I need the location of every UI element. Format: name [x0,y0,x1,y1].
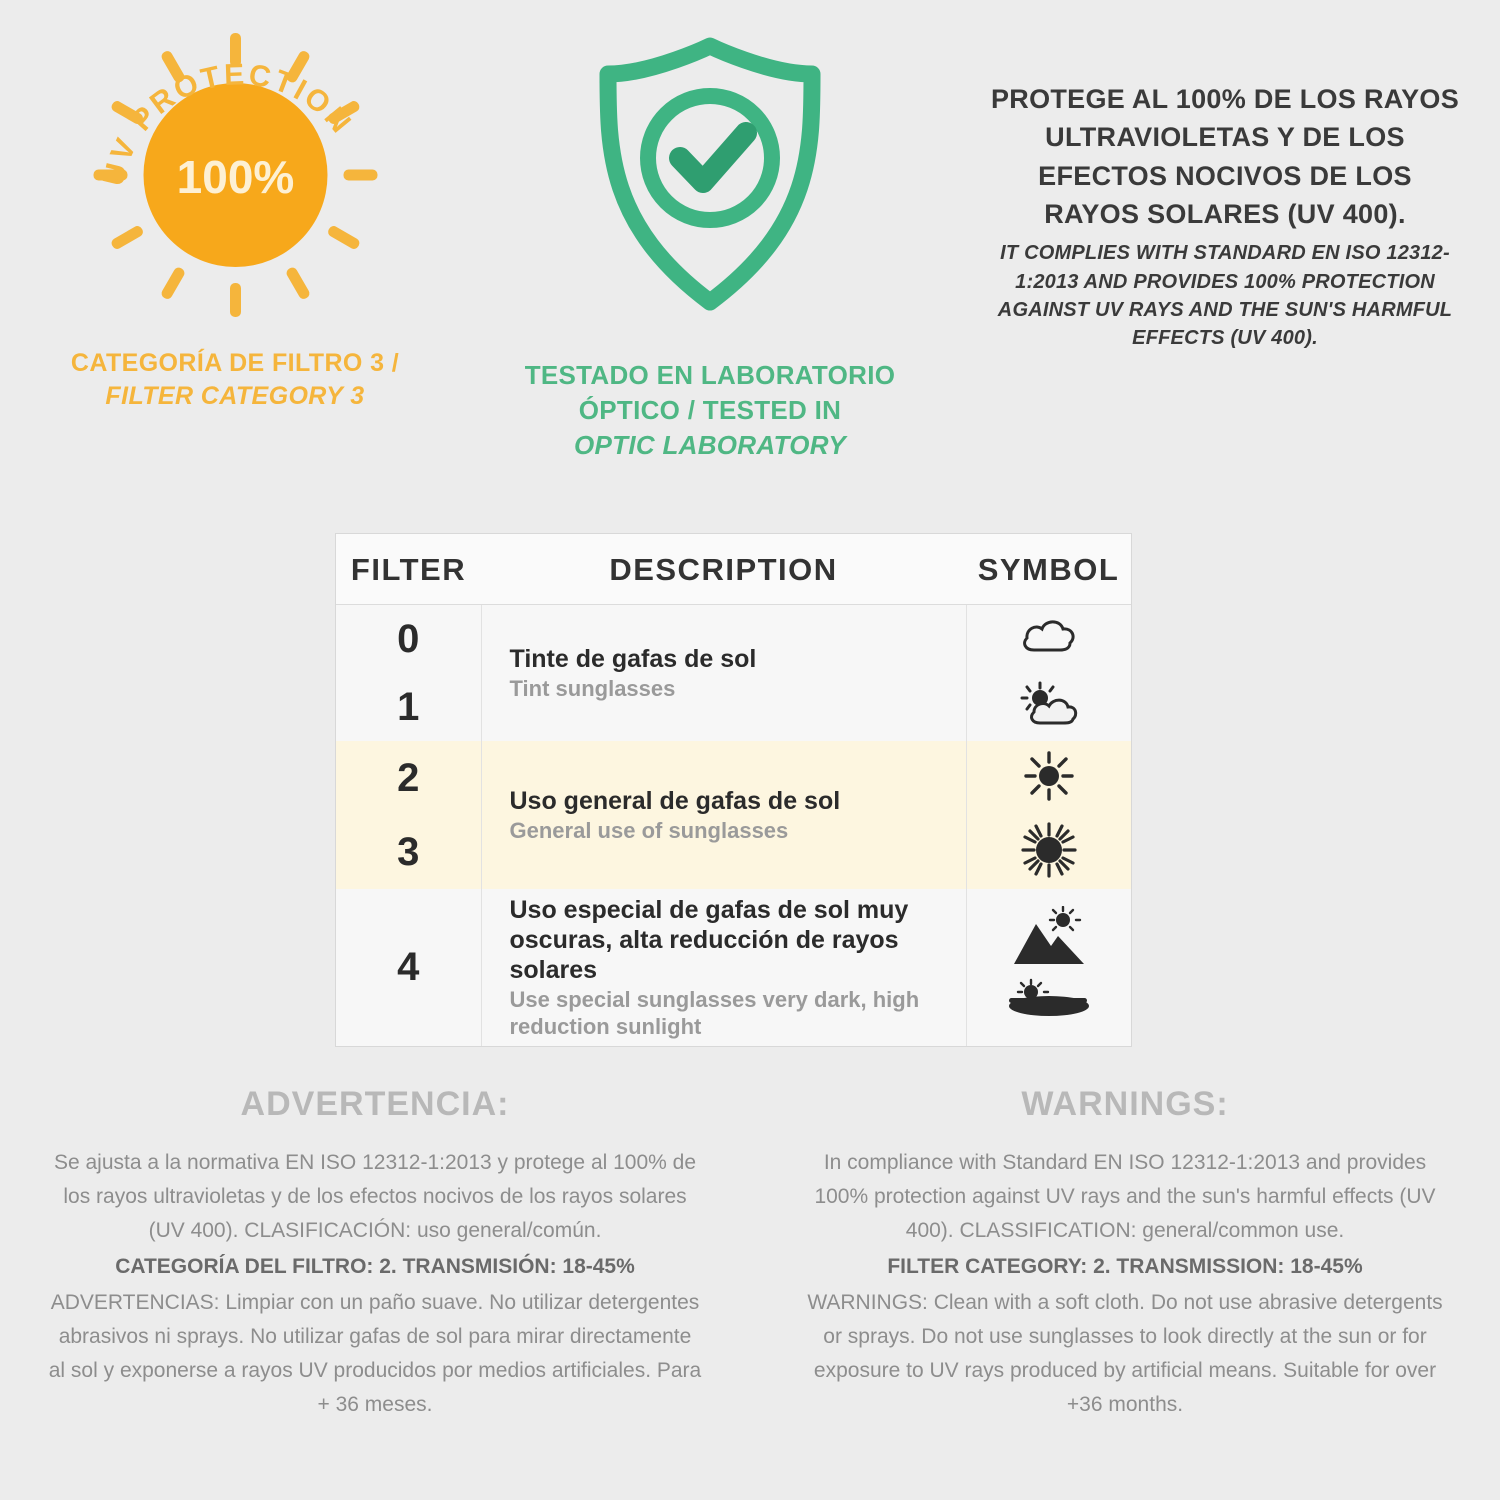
warnings-title-es: ADVERTENCIA: [240,1085,510,1123]
uv-badge-center-text: 100% [176,151,295,203]
cell-filter-2: 2 [336,741,481,815]
sun-badge [80,25,390,325]
protection-text-en: IT COMPLIES WITH STANDARD EN ISO 12312-1:2013 AND PROVIDES 100% PROTECTION AGAINST UV RAYS AND THE SUN'S HARMFUL EFFECTS (UV 400). [997,242,1453,350]
lab-caption-line1: TESTADO EN LABORATORIO [524,360,896,390]
warnings-title-en: WARNINGS: [1021,1085,1229,1123]
header-symbol: SYMBOL [966,534,1131,605]
warnings-body-en [798,1146,1452,1422]
protection-text-es: PROTEGE AL 100% DE LOS RAYOS ULTRAVIOLETAS Y DE LOS EFECTOS NOCIVOS DE LOS RAYOS SOLARES (UV 400). [990,84,1460,229]
cell-filter-4: 4 [336,889,481,1046]
warnings-en-p3: WARNINGS: Clean with a soft cloth. Do not use abrasive detergents or sprays. Do not use sunglasses to look directly at the sun or for exposure to UV rays produced by artificial means. Suitable for over +36 months. [807,1291,1443,1417]
warnings-english [750,1085,1500,1424]
cell-symbol-3 [966,815,1131,889]
header-description: DESCRIPTION [481,534,966,605]
cell-symbol-4 [966,889,1131,1046]
uv-caption [71,347,399,413]
cell-symbol-0 [966,605,1131,674]
shield-badge [560,30,860,330]
top-badges-row [0,0,1500,470]
warnings-es-p1: Se ajusta a la normativa EN ISO 12312-1:2013 y protege al 100% de los rayos ultravioletas y de los efectos nocivos de los rayos solares (UV 400). CLASIFICACIÓN: uso general/común. [53,1151,697,1243]
header-filter: FILTER [336,534,481,605]
mountain-sun-icon [1006,906,1092,1024]
warnings-body-es [48,1146,702,1422]
warnings-es-p3: ADVERTENCIAS: Limpiar con un paño suave. No utilizar detergentes abrasivos ni sprays. No utilizar gafas de sol para mirar directamente al sol y exponerse a rayos UV producidos por medios artificiales. Para + 36 meses. [48,1291,702,1417]
sun-behind-cloud-icon [1016,681,1082,729]
cell-symbol-1 [966,673,1131,741]
desc-es-2: Uso general de gafas de sol [509,786,841,815]
lab-caption-line3: OPTIC LABORATORY [573,430,847,461]
desc-en-4: Use special sunglasses very dark, high reduction sunlight [509,987,920,1039]
desc-es-4: Uso especial de gafas de sol muy oscuras, alta reducción de rayos solares [509,896,909,985]
cell-filter-0: 0 [336,605,481,674]
bright-sun-icon [1020,821,1078,879]
sun-icon [80,25,390,325]
uv-caption-en: FILTER CATEGORY 3 [105,382,365,410]
warnings-es-p2: CATEGORÍA DEL FILTRO: 2. TRANSMISIÓN: 18-45% [115,1255,635,1279]
uv-protection-block [40,25,430,470]
table-header-row [336,534,1131,605]
cell-filter-1: 1 [336,673,481,741]
cloud-icon [1018,616,1080,658]
shield-check-icon [560,30,860,320]
desc-en-0: Tint sunglasses [509,675,676,701]
cell-desc-2 [481,741,966,889]
cell-desc-0 [481,605,966,742]
warnings-spanish [0,1085,750,1424]
warnings-area [0,1085,1500,1424]
warnings-en-p1: In compliance with Standard EN ISO 12312-1:2013 and provides 100% protection against UV rays and the sun's harmful effects (UV 400). CLASSIFICATION: general/common use. [814,1151,1436,1243]
cell-filter-3: 3 [336,815,481,889]
desc-en-2: General use of sunglasses [509,817,789,843]
filter-category-table [335,533,1132,1047]
table-row [336,741,1131,815]
uv-caption-es: CATEGORÍA DE FILTRO 3 / [70,349,400,377]
lab-caption [525,358,896,463]
sun-icon [1022,749,1076,803]
lab-tested-block [430,25,990,470]
table-row [336,889,1131,1046]
uv-badge-arc-text: UV PROTECTION [97,58,359,189]
protection-text-block [990,25,1460,470]
warnings-en-p2: FILTER CATEGORY: 2. TRANSMISSION: 18-45% [887,1255,1363,1279]
lab-caption-line2: ÓPTICO / TESTED IN [578,395,842,426]
table-row [336,605,1131,674]
cell-desc-4 [481,889,966,1046]
desc-es-0: Tinte de gafas de sol [509,644,757,673]
cell-symbol-2 [966,741,1131,815]
